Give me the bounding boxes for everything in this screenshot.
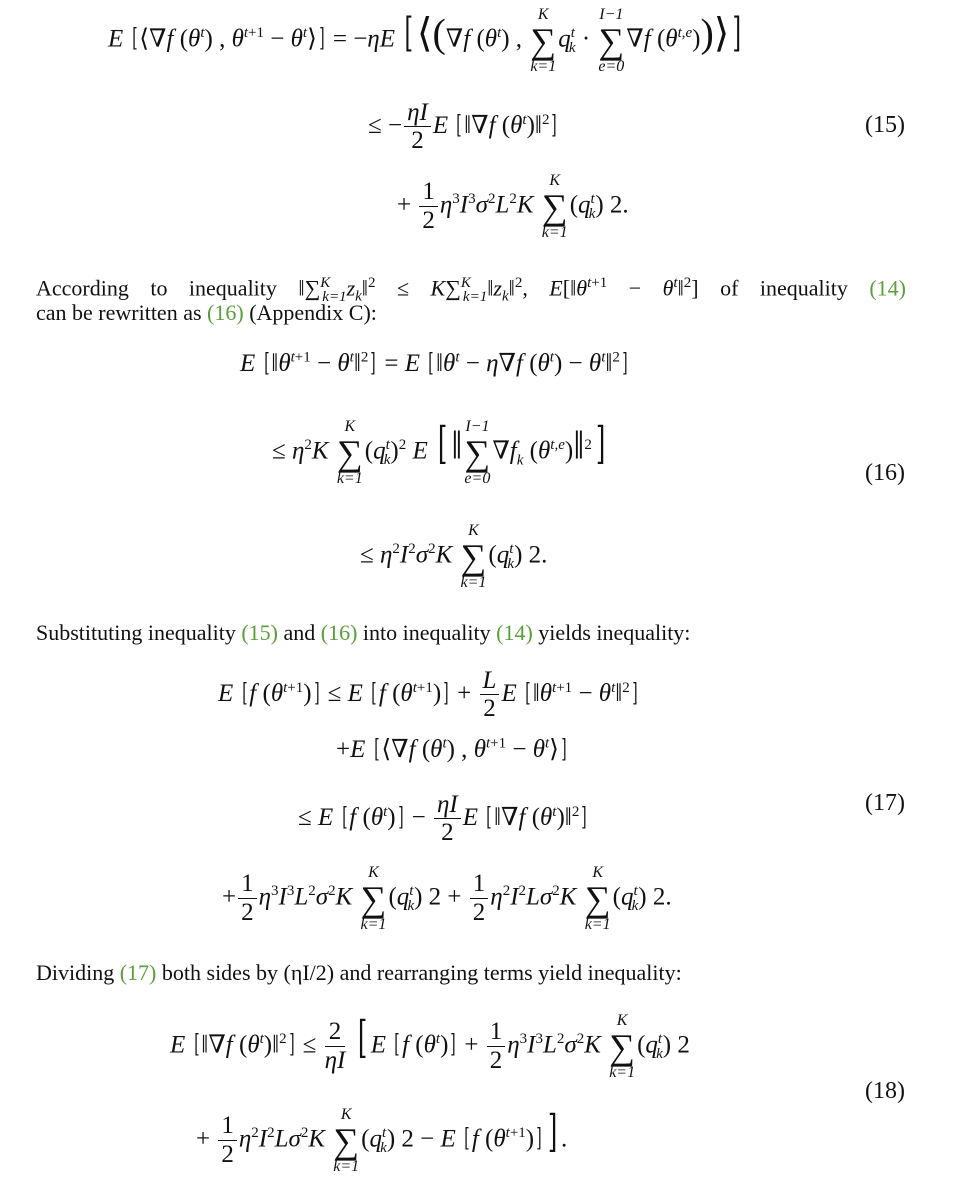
paragraph-1-line2: can be rewritten as (16) (Appendix C): [36, 300, 377, 325]
eq18-number: (18) [865, 1078, 905, 1104]
eq17-number: (17) [865, 790, 905, 816]
eq15-line1: E [⟨∇f $(\theta^t)$ , $\theta^{t+1}$ − $\theta^t⟩] = -\eta E$ [⟨(∇f $(\theta^t)$ , K ∑ k=1 $q^t_k$ · I−1 ∑ e=0 ∇f $(\theta^{t,e}))⟩$] [108, 6, 742, 75]
ref-eq16b[interactable]: (16) [320, 620, 358, 645]
ref-eq14[interactable]: (14) [869, 275, 907, 301]
eq15-line2: ≤ − $\frac{\eta I}{2}$ E [‖∇f $(\theta^t)‖^2$] [368, 99, 558, 155]
ref-eq17[interactable]: (17) [119, 960, 157, 985]
eq17-line2: +E [⟨∇f $(\theta^t)$ , $\theta^{t+1}$ − $\theta^t⟩$] [336, 734, 567, 763]
paragraph-2: Substituting inequality (15) and (16) into inequality (14) yields inequality: [36, 620, 691, 645]
paragraph-3: Dividing (17) both sides by (ηI/2) and rearranging terms yield inequality: [36, 960, 682, 985]
ref-eq14b[interactable]: (14) [496, 620, 533, 645]
ref-eq15[interactable]: (15) [241, 620, 278, 645]
eq16-line1: E [$‖\theta^{t+1}$ − $\theta^t‖^2] = E$ [$‖\theta^t - \eta\nabla f$ $(\theta^t)$ − $\theta^t‖^2$] [240, 348, 628, 377]
eq17-line3: ≤ E [f $(\theta^t)$] − $\frac{\eta I}{2}$ E [‖∇f $(\theta^t)‖^2$] [298, 791, 587, 847]
eq16-number: (16) [865, 460, 905, 486]
eq16-line3: ≤ $\eta^2I^2\sigma^2K$ K ∑ k=1 $(q^t_k)$ 2. [360, 522, 548, 591]
ref-eq16[interactable]: (16) [207, 300, 244, 325]
eq17-line4: + $\frac{1}{2}$ $\eta^3I^3L^2\sigma^2K$ K ∑ k=1 $(q^t_k) 2$ + $\frac{1}{2}$ $\eta^2I^2L\sigma^2K$ K ∑ k=1 $(q^t_k)$ 2. [222, 864, 672, 933]
eq17-line1: E [f $(\theta^{t+1})] \le E$ [f $(\theta^{t+1})$] + $\frac{L}{2}$ E [$‖\theta^{t+1}$ − $\theta^t‖^2$] [218, 667, 638, 723]
paragraph-1-line1: According to inequality $‖\sum^K_{k=1}z_k‖^2$ ≤ $K\sum^K_{k=1}‖z_k‖^2$, $E[‖\theta^{t+1}$ − $\theta^t‖^2$] of inequality (14) [36, 275, 907, 305]
eq18-line1: E [‖∇f $(\theta^t)‖^2$] ≤ $\frac{2}{\eta I}$ [ E [f $(\theta^t)$] + $\frac{1}{2}$ $\eta^3I^3L^2\sigma^2K$ K ∑ k=1 $(q^t_k)$ 2 [170, 1012, 690, 1081]
eq18-line2: + $\frac{1}{2}$ $\eta^2I^2L\sigma^2K$ K ∑ k=1 $(q^t_k) 2 - E$ [f $(\theta^{t+1})$] ] . [196, 1106, 568, 1175]
eq15-line3: + $\frac{1}{2}$ $\eta^3I^3\sigma^2L^2K$ K ∑ k=1 $(q^t_k)$ 2. [397, 172, 629, 241]
eq16-line2: ≤ $\eta^2K$ K ∑ k=1 $(q^t_k)^2$ E [‖ I−1 ∑ e=0 $\nabla f_k$ $(\theta^{t,e})‖^2$] [272, 418, 606, 487]
eq15-number: (15) [865, 112, 905, 138]
